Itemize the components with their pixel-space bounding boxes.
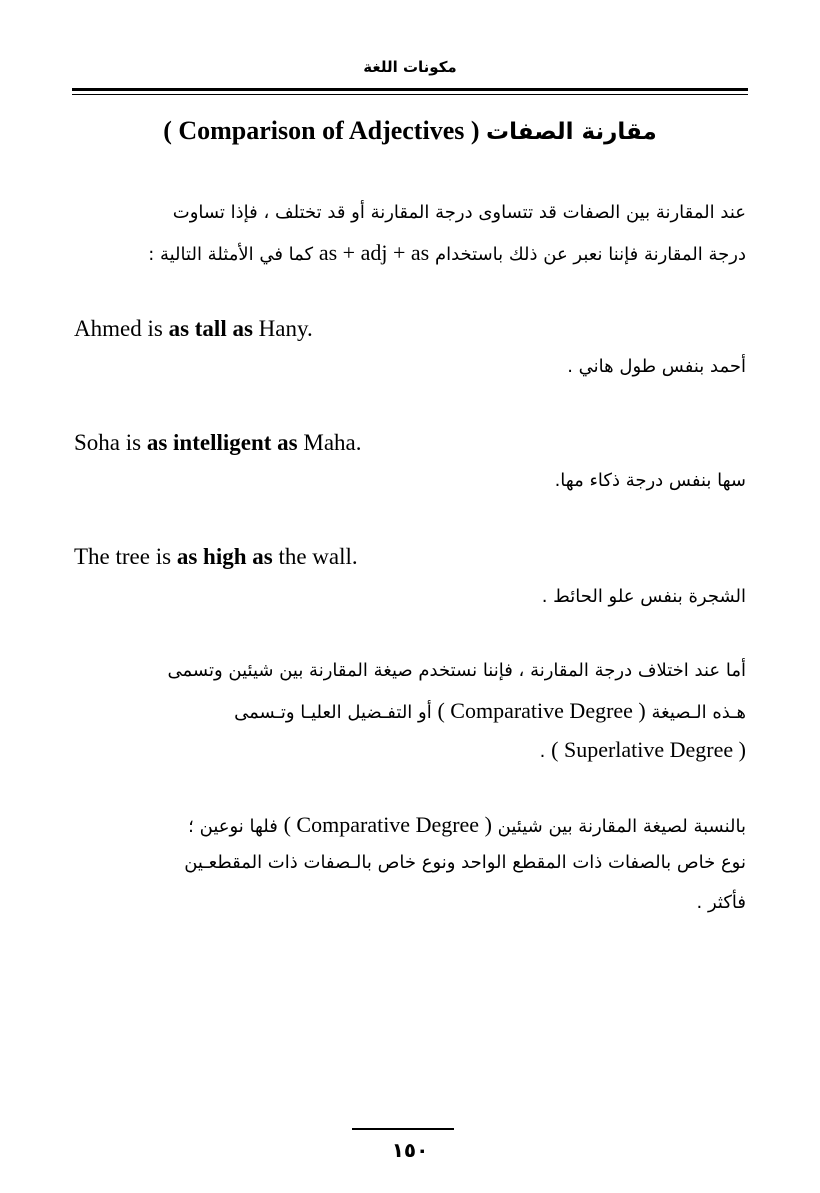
difference-line-2: هـذه الـصيغة ( Comparative Degree ) أو التفـضيل العليـا وتـسمى bbox=[234, 698, 746, 723]
difference-line-1: أما عند اختلاف درجة المقارنة ، فإننا نستخدم صيغة المقارنة بين شيئين وتسمى bbox=[167, 660, 746, 681]
intro-line-1: عند المقارنة بين الصفات قد تتساوى درجة المقارنة أو قد تختلف ، فإذا تساوت bbox=[172, 202, 746, 223]
footer-rule bbox=[352, 1128, 454, 1130]
page-number: ١٥٠ bbox=[391, 1138, 429, 1162]
example-2-arabic: سها بنفس درجة ذكاء مها. bbox=[554, 470, 746, 491]
example-1-english: Ahmed is as tall as Hany. bbox=[74, 316, 313, 341]
comparative-note-line-3: فأكثر . bbox=[696, 892, 746, 913]
intro-line-2 bbox=[66, 240, 746, 266]
difference-line-3: ( Superlative Degree ) . bbox=[539, 737, 746, 762]
section-title-english: ( Comparison of Adjectives ) bbox=[163, 116, 480, 145]
comparative-note-line-1: بالنسبة لصيغة المقارنة بين شيئين ( Comparative Degree ) فلها نوعين ؛ bbox=[188, 812, 746, 837]
formula-as-adj-as: as + adj + as bbox=[318, 240, 430, 265]
header-rule-thin bbox=[72, 94, 748, 95]
running-header: مكونات اللغة bbox=[363, 58, 457, 76]
example-2-english: Soha is as intelligent as Maha. bbox=[74, 430, 362, 455]
comparative-note-line-2: نوع خاص بالصفات ذات المقطع الواحد ونوع خاص بالـصفات ذات المقطعـين bbox=[184, 852, 746, 873]
example-2-bold: as intelligent as bbox=[146, 430, 298, 455]
intro-line-2-after: كما في الأمثلة التالية : bbox=[148, 244, 314, 265]
example-1-arabic: أحمد بنفس طول هاني . bbox=[567, 356, 746, 377]
intro-line-2-before: درجة المقارنة فإننا نعبر عن ذلك باستخدام bbox=[434, 244, 746, 265]
example-3-bold: as high as bbox=[176, 544, 273, 569]
comparative-degree-term-2: ( Comparative Degree ) bbox=[283, 812, 492, 837]
example-3-english: The tree is as high as the wall. bbox=[74, 544, 358, 569]
example-1-bold: as tall as bbox=[168, 316, 253, 341]
header-rule-thick bbox=[72, 88, 748, 91]
section-title-arabic: مقارنة الصفات bbox=[486, 119, 657, 145]
section-title bbox=[0, 116, 820, 146]
comparative-degree-term: ( Comparative Degree ) bbox=[437, 698, 646, 723]
example-3-arabic: الشجرة بنفس علو الحائط . bbox=[541, 586, 746, 607]
superlative-degree-term: ( Superlative Degree ) bbox=[551, 737, 746, 762]
